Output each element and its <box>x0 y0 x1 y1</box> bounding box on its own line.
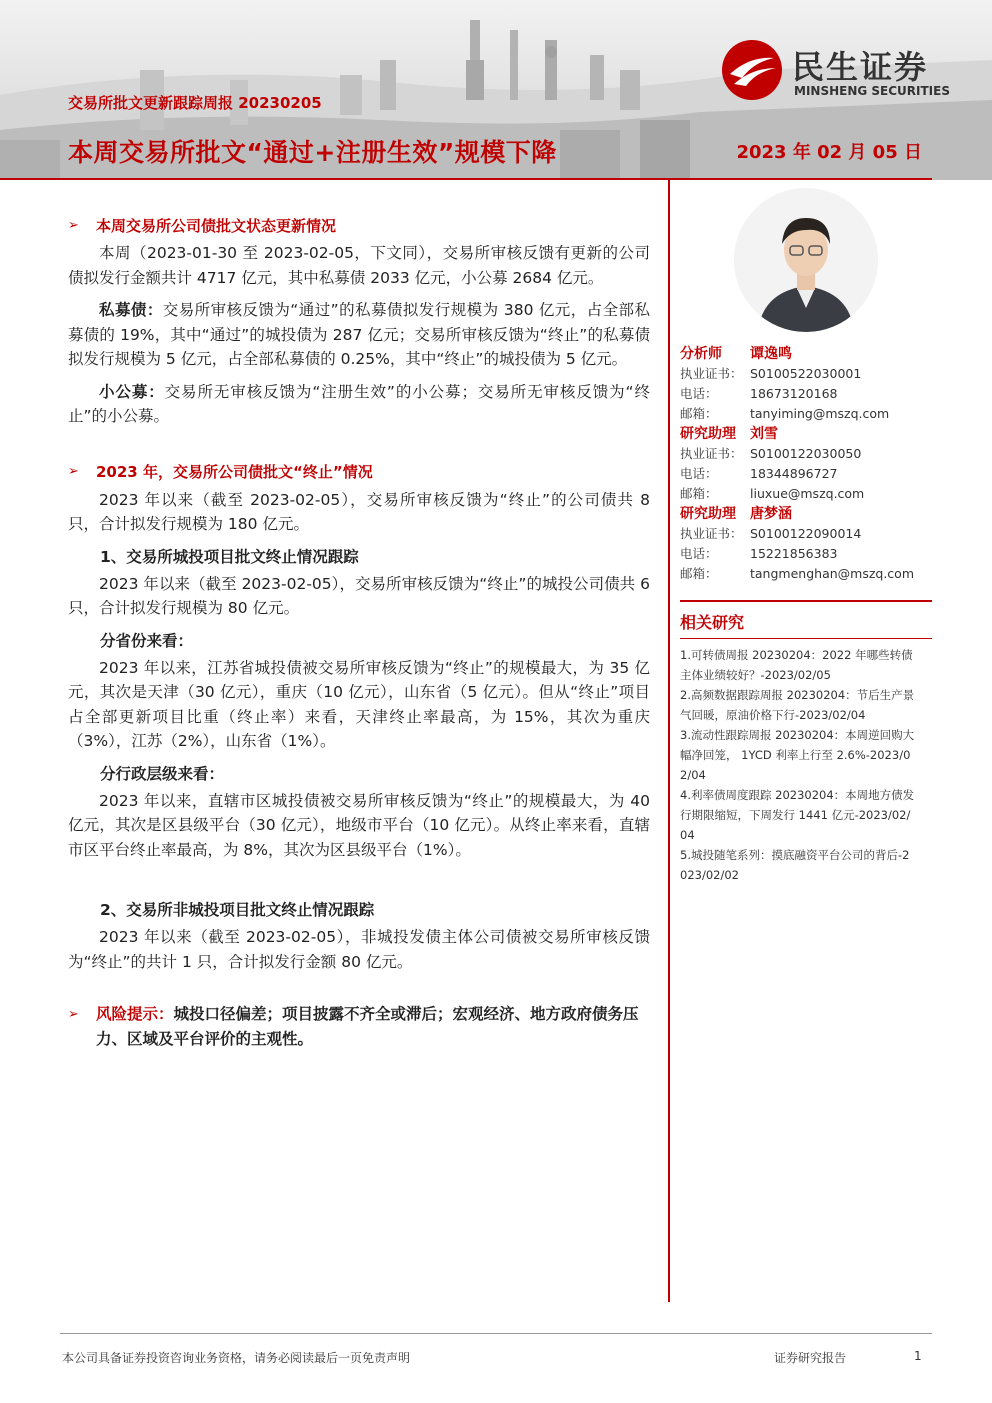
column-divider <box>668 180 670 1302</box>
header-banner <box>0 0 992 180</box>
minsheng-logo-icon <box>720 38 784 102</box>
analyst-cert: 执业证书： S0100122090014 <box>680 525 862 541</box>
analyst-photo <box>734 188 878 332</box>
subsection-title: 分行政层级来看： <box>100 764 225 783</box>
related-research-item[interactable]: 行期限缩短，下周发行 1441 亿元-2023/02/ <box>680 808 911 822</box>
page-number: 1 <box>914 1349 922 1363</box>
related-research-item[interactable]: 气回暖，原油价格下行-2023/02/04 <box>680 708 866 722</box>
analyst-row: 研究助理 刘雪 <box>680 426 778 442</box>
paragraph <box>68 298 650 372</box>
footer-report-type: 证券研究报告 <box>774 1351 847 1365</box>
analyst-phone: 电话： 18673120168 <box>680 385 838 401</box>
main-content <box>68 208 650 1052</box>
paragraph-text: 交易所无审核反馈为“注册生效”的小公募；交易所无审核反馈为“终止”的小公募。 <box>68 382 650 425</box>
analyst-row: 分析师 谭逸鸣 <box>680 346 792 362</box>
analyst-row: 研究助理 唐梦涵 <box>680 506 792 522</box>
inline-label: 小公募： <box>99 382 165 401</box>
logo-text-en: MINSHENG SECURITIES <box>794 84 950 98</box>
divider <box>680 600 932 602</box>
paragraph: 2023 年以来，江苏省城投债被交易所审核反馈为“终止”的规模最大，为 35 亿元，其次是天津（30 亿元），重庆（10 亿元），山东省（5 亿元）。但从“终止”项目占全部更新项目比重（终止率）来看，天津终止率最高，为 15%，其次为重庆（3%），江苏（2%），山东省（1%）。 <box>68 658 650 750</box>
related-research-item[interactable]: 幅净回笼， 1YCD 利率上行至 2.6%-2023/0 <box>680 748 911 762</box>
analyst-phone: 电话： 15221856383 <box>680 545 838 561</box>
related-research-title: 相关研究 <box>680 613 745 632</box>
person-icon <box>734 188 878 332</box>
footer-disclaimer: 本公司具备证券投资咨询业务资格，请务必阅读最后一页免责声明 <box>62 1351 411 1365</box>
paragraph: 本周（2023-01-30 至 2023-02-05，下文同），交易所审核反馈有更新的公司债拟发行金额共计 4717 亿元，其中私募债 2033 亿元，小公募 2684 亿元。 <box>68 244 650 287</box>
related-research-list <box>680 645 932 885</box>
header-divider <box>0 178 932 180</box>
company-logo <box>720 38 960 104</box>
related-research-item[interactable]: 3.流动性跟踪周报 20230204：本周逆回购大 <box>680 728 915 742</box>
analyst-email[interactable]: 邮箱： tangmenghan@mszq.com <box>680 565 915 581</box>
related-research <box>680 600 932 885</box>
arrow-icon: ➢ <box>68 217 79 233</box>
risk-warning <box>68 1002 650 1052</box>
report-date: 2023 年 02 月 05 日 <box>736 142 922 163</box>
section-heading <box>68 212 650 238</box>
logo-text-cn: 民生证券 <box>792 48 929 86</box>
report-series: 交易所批文更新跟踪周报 20230205 <box>68 94 322 112</box>
divider <box>680 638 932 639</box>
arrow-icon: ➢ <box>68 464 79 479</box>
subsection-title: 1、交易所城投项目批文终止情况跟踪 <box>100 547 359 566</box>
section-heading <box>68 459 650 485</box>
risk-text: 城投口径偏差；项目披露不齐全或滞后；宏观经济、地方政府债务压力、区域及平台评价的主观性。 <box>96 1005 639 1048</box>
report-title: 本周交易所批文“通过+注册生效”规模下降 <box>68 138 557 167</box>
paragraph: 2023 年以来（截至 2023-02-05），非城投发债主体公司债被交易所审核反馈为“终止”的共计 1 只，合计拟发行金额 80 亿元。 <box>68 928 650 971</box>
footer-divider <box>60 1333 932 1334</box>
analyst-cert: 执业证书： S0100522030001 <box>680 365 862 381</box>
paragraph: 2023 年以来（截至 2023-02-05），交易所审核反馈为“终止”的公司债共 8 只，合计拟发行规模为 180 亿元。 <box>68 490 650 533</box>
subsection-title: 2、交易所非城投项目批文终止情况跟踪 <box>100 901 375 919</box>
analyst-phone: 电话： 18344896727 <box>680 465 838 481</box>
analyst-cert: 执业证书： S0100122030050 <box>680 445 862 461</box>
paragraph: 2023 年以来，直辖市区城投债被交易所审核反馈为“终止”的规模最大，为 40 亿元，其次是区县级平台（30 亿元），地级市平台（10 亿元）。从终止率来看，直辖市区平台终止率最高，为 8%，其次为区县级平台（1%）。 <box>68 791 650 859</box>
arrow-icon: ➢ <box>68 1007 79 1022</box>
related-research-item[interactable]: 2/04 <box>680 768 706 782</box>
related-research-item[interactable]: 主体业绩较好？-2023/02/05 <box>680 668 831 682</box>
related-research-item[interactable]: 2.高频数据跟踪周报 20230204：节后生产景 <box>680 688 915 702</box>
related-research-item[interactable]: 1.可转债周报 20230204：2022 年哪些转债 <box>680 648 913 662</box>
analyst-list <box>680 343 932 583</box>
paragraph <box>68 380 650 429</box>
inline-label: 私募债： <box>99 301 163 319</box>
related-research-item[interactable]: 5.城投随笔系列：摸底融资平台公司的背后-2 <box>680 848 910 862</box>
paragraph-text: 交易所审核反馈为“通过”的私募债拟发行规模为 380 亿元，占全部私募债的 19%，其中“通过”的城投债为 287 亿元；交易所审核反馈为“终止”的私募债拟发行规模为 5 亿元，占全部私募债的 0.25%，其中“终止”的城投债为 5 亿元。 <box>68 301 650 368</box>
related-research-item[interactable]: 04 <box>680 828 695 842</box>
paragraph: 2023 年以来（截至 2023-02-05），交易所审核反馈为“终止”的城投公司债共 6 只，合计拟发行规模为 80 亿元。 <box>68 574 650 617</box>
related-research-item[interactable]: 4.利率债周度跟踪 20230204：本周地方债发 <box>680 788 915 802</box>
section-title: 2023 年，交易所公司债批文“终止”情况 <box>96 463 373 481</box>
risk-label: 风险提示： <box>96 1005 174 1023</box>
section-title: 本周交易所公司债批文状态更新情况 <box>96 216 337 235</box>
related-research-item[interactable]: 023/02/02 <box>680 868 739 882</box>
subsection-title: 分省份来看： <box>100 631 194 650</box>
analyst-email[interactable]: 邮箱： liuxue@mszq.com <box>680 485 865 501</box>
analyst-email[interactable]: 邮箱： tanyiming@mszq.com <box>680 405 890 421</box>
